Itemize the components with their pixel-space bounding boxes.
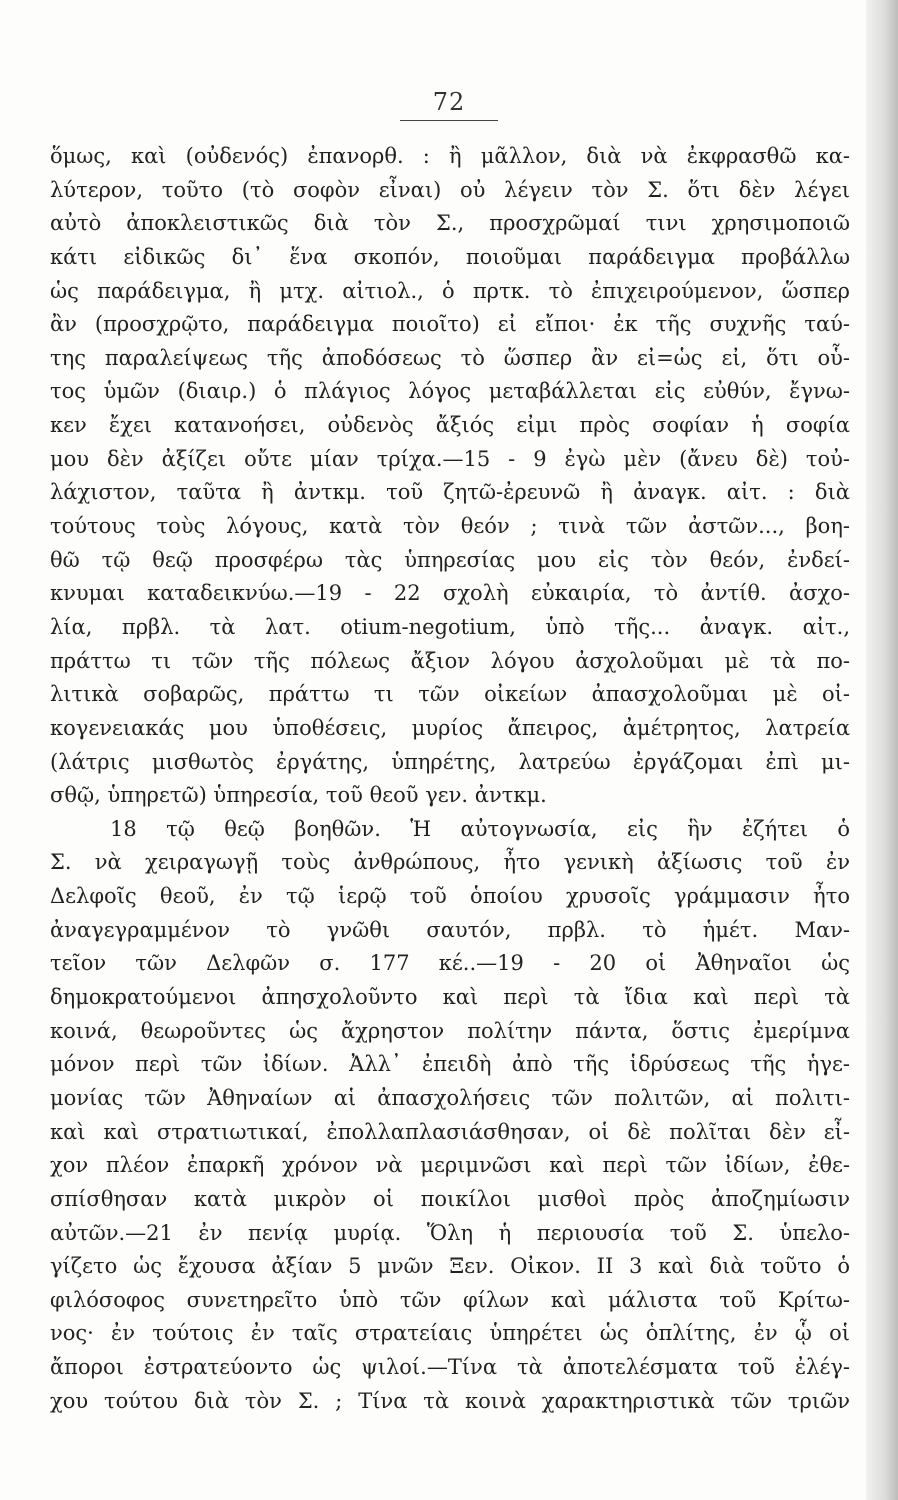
text-line: ὅμως, καὶ (οὐδενός) ἐπανορθ. : ἢ μᾶλλον, διὰ νὰ ἐκφρασθῶ κα- (50, 144, 850, 168)
text-line: αὐτὸ ἀποκλειστικῶς διὰ τὸν Σ., προσχρῶμαί τινι χρησιμοποιῶ (50, 211, 850, 236)
text-line: ἂν (προσχρῷτο, παράδειγμα ποιοῖτο) εἰ εἴποι· ἐκ τῆς συχνῆς ταύ- (50, 312, 850, 337)
text-line: (λάτρις μισθωτὸς ἐργάτης, ὑπηρέτης, λατρεύω ἐργάζομαι ἐπὶ μι- (50, 749, 850, 774)
text-line: λάχιστον, ταῦτα ἢ ἀντκμ. τοῦ ζητῶ-ἐρευνῶ ἢ ἀναγκ. αἰτ. : διὰ (50, 480, 850, 505)
text-line: τος ὑμῶν (διαιρ.) ὁ πλάγιος λόγος μεταβάλλεται εἰς εὐθύν, ἔγνω- (50, 379, 850, 404)
text-line: της παραλείψεως τῆς ἀποδόσεως τὸ ὥσπερ ἂν εἰ=ὡς εἰ, ὅτι οὗ- (50, 345, 850, 370)
text-line: κάτι εἰδικῶς δι᾽ ἕνα σκοπόν, ποιοῦμαι παράδειγμα προβάλλω (50, 244, 850, 269)
text-line: λία, πρβλ. τὰ λατ. otium-negotium, ὑπὸ τῆς... ἀναγκ. αἰτ., (50, 614, 850, 639)
text-line: κοινά, θεωροῦντες ὡς ἄχρηστον πολίτην πάντα, ὅστις ἐμερίμνα (50, 1018, 850, 1043)
page-binding-edge (866, 0, 898, 1500)
text-line: λύτερον, τοῦτο (τὸ σοφὸν εἶναι) οὐ λέγειν τὸν Σ. ὅτι δὲν λέγει (50, 177, 850, 202)
text-line: σπίσθησαν κατὰ μικρὸν οἱ ποικίλοι μισθοὶ πρὸς ἀποζημίωσιν (50, 1186, 850, 1211)
text-line: νος· ἐν τούτοις ἐν ταῖς στρατείαις ὑπηρέτει ὡς ὁπλίτης, ἐν ᾧ οἱ (50, 1321, 850, 1346)
text-line: κνυμαι καταδεικνύω.—19 - 22 σχολὴ εὐκαιρία, τὸ ἀντίθ. ἀσχο- (50, 581, 850, 606)
text-line: τούτους τοὺς λόγους, κατὰ τὸν θεόν ; τινὰ τῶν ἀστῶν..., βοη- (50, 514, 850, 539)
text-line: μονίας τῶν Ἀθηναίων αἱ ἀπασχολήσεις τῶν πολιτῶν, αἱ πολιτι- (50, 1085, 850, 1110)
text-line: 18 τῷ θεῷ βοηθῶν. Ἡ αὐτογνωσία, εἰς ἣν ἐζήτει ὁ (110, 816, 850, 841)
text-line: δημοκρατούμενοι ἀπησχολοῦντο καὶ περὶ τὰ ἴδια καὶ περὶ τὰ (50, 985, 850, 1010)
text-line: ἄποροι ἐστρατεύοντο ὡς ψιλοί.—Τίνα τὰ ἀποτελέσματα τοῦ ἐλέγ- (50, 1355, 850, 1380)
text-line: Δελφοῖς θεοῦ, ἐν τῷ ἱερῷ τοῦ ὁποίου χρυσοῖς γράμμασιν ἦτο (50, 884, 850, 909)
commentary-text (50, 140, 850, 1418)
text-line: ἀναγεγραμμένον τὸ γνῶθι σαυτόν, πρβλ. τὸ ἡμέτ. Μαν- (50, 917, 850, 942)
text-line: μόνον περὶ τῶν ἰδίων. Ἀλλ᾽ ἐπειδὴ ἀπὸ τῆς ἱδρύσεως τῆς ἡγε- (50, 1052, 850, 1077)
page-number: 72 (432, 88, 466, 116)
text-line: καὶ καὶ στρατιωτικαί, ἐπολλαπλασιάσθησαν, οἱ δὲ πολῖται δὲν εἶ- (50, 1119, 850, 1144)
text-line: σθῷ, ὑπηρετῶ) ὑπηρεσία, τοῦ θεοῦ γεν. ἀντκμ. (50, 783, 547, 808)
text-line: κεν ἔχει κατανοήσει, οὐδενὸς ἄξιός εἰμι πρὸς σοφίαν ἡ σοφία (50, 413, 850, 438)
text-line: ὡς παράδειγμα, ἢ μτχ. αἰτιολ., ὁ πρτκ. τὸ ἐπιχειρούμενον, ὥσπερ (50, 278, 850, 303)
text-line: τεῖον τῶν Δελφῶν σ. 177 κέ..—19 - 20 οἱ Ἀθηναῖοι ὡς (50, 951, 850, 976)
text-line: λιτικὰ σοβαρῶς, πράττω τι τῶν οἰκείων ἀπασχολοῦμαι μὲ οἰ- (50, 682, 850, 707)
text-line: γίζετο ὡς ἔχουσα ἀξίαν 5 μνῶν Ξεν. Οἰκον. II 3 καὶ διὰ τοῦτο ὁ (50, 1254, 850, 1279)
text-line: χον πλέον ἐπαρκῆ χρόνον νὰ μεριμνῶσι καὶ περὶ τῶν ἰδίων, ἐθε- (50, 1153, 850, 1178)
text-line: αὐτῶν.—21 ἐν πενίᾳ μυρίᾳ. Ὅλη ἡ περιουσία τοῦ Σ. ὑπελο- (50, 1220, 850, 1245)
text-line: κογενειακάς μου ὑποθέσεις, μυρίος ἄπειρος, ἀμέτρητος, λατρεία (50, 715, 850, 740)
text-line: πράττω τι τῶν τῆς πόλεως ἄξιον λόγου ἀσχολοῦμαι μὲ τὰ πο- (50, 648, 850, 673)
text-line: χου τούτου διὰ τὸν Σ. ; Τίνα τὰ κοινὰ χαρακτηριστικὰ τῶν τριῶν (50, 1388, 850, 1413)
text-line: Σ. νὰ χειραγωγῇ τοὺς ἀνθρώπους, ἦτο γενικὴ ἀξίωσις τοῦ ἐν (50, 850, 850, 875)
text-line: θῶ τῷ θεῷ προσφέρω τὰς ὑπηρεσίας μου εἰς τὸν θεόν, ἐνδεί- (50, 547, 850, 572)
page-number-rule (400, 120, 498, 121)
text-line: φιλόσοφος συνετηρεῖτο ὑπὸ τῶν φίλων καὶ μάλιστα τοῦ Κρίτω- (50, 1287, 850, 1312)
text-line: μου δὲν ἀξίζει οὔτε μίαν τρίχα.—15 - 9 ἐγὼ μὲν (ἄνευ δὲ) τοὐ- (50, 446, 850, 471)
